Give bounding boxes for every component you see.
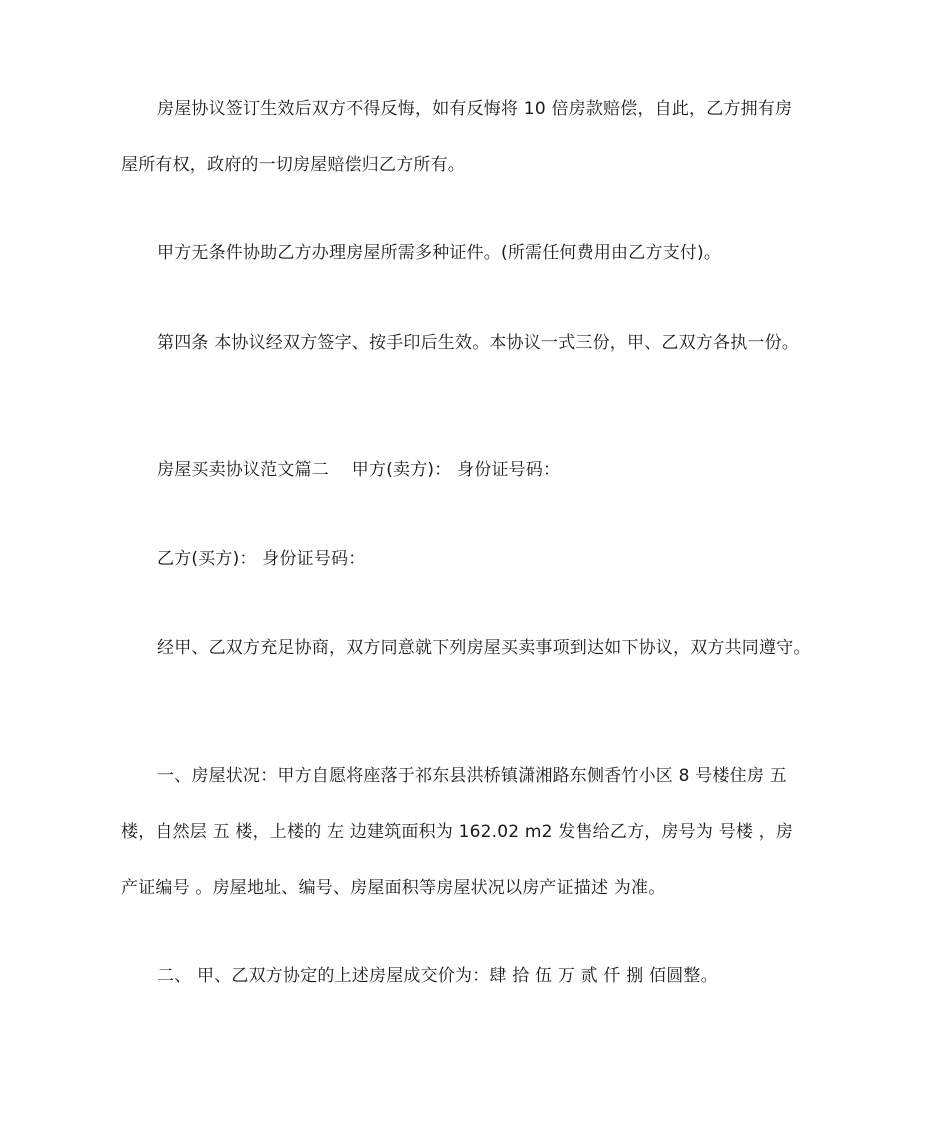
paragraph-line: 楼，自然层 五 楼，上楼的 左 边建筑面积为 162.02 m2 发售给乙方，房号为 号楼 ，房 bbox=[121, 822, 794, 842]
paragraph-line: 一、房屋状况：甲方自愿将座落于祁东县洪桥镇潇湘路东侧香竹小区 8 号楼住房 五 bbox=[157, 766, 787, 786]
paragraph-line: 产证编号 。房屋地址、编号、房屋面积等房屋状况以房产证描述 为准。 bbox=[121, 878, 666, 898]
paragraph-line: 屋所有权，政府的一切房屋赔偿归乙方所有。 bbox=[121, 155, 465, 175]
paragraph-line: 房屋协议签订生效后双方不得反悔，如有反悔将 10 倍房款赔偿，自此，乙方拥有房 bbox=[157, 99, 793, 119]
section-heading-line: 房屋买卖协议范文篇二 甲方(卖方)： 身份证号码： bbox=[157, 460, 561, 480]
paragraph-line: 二、 甲、乙双方协定的上述房屋成交价为：肆 拾 伍 万 贰 仟 捌 佰圆整。 bbox=[157, 966, 718, 986]
paragraph-line: 甲方无条件协助乙方办理房屋所需多种证件。(所需任何费用由乙方支付)。 bbox=[157, 243, 722, 263]
paragraph-line: 乙方(买方)： 身份证号码： bbox=[157, 549, 366, 569]
paragraph-line: 第四条 本协议经双方签字、按手印后生效。本协议一式三份，甲、乙双方各执一份。 bbox=[157, 333, 800, 353]
paragraph-line: 经甲、乙双方充足协商，双方同意就下列房屋买卖事项到达如下协议，双方共同遵守。 bbox=[157, 638, 811, 658]
